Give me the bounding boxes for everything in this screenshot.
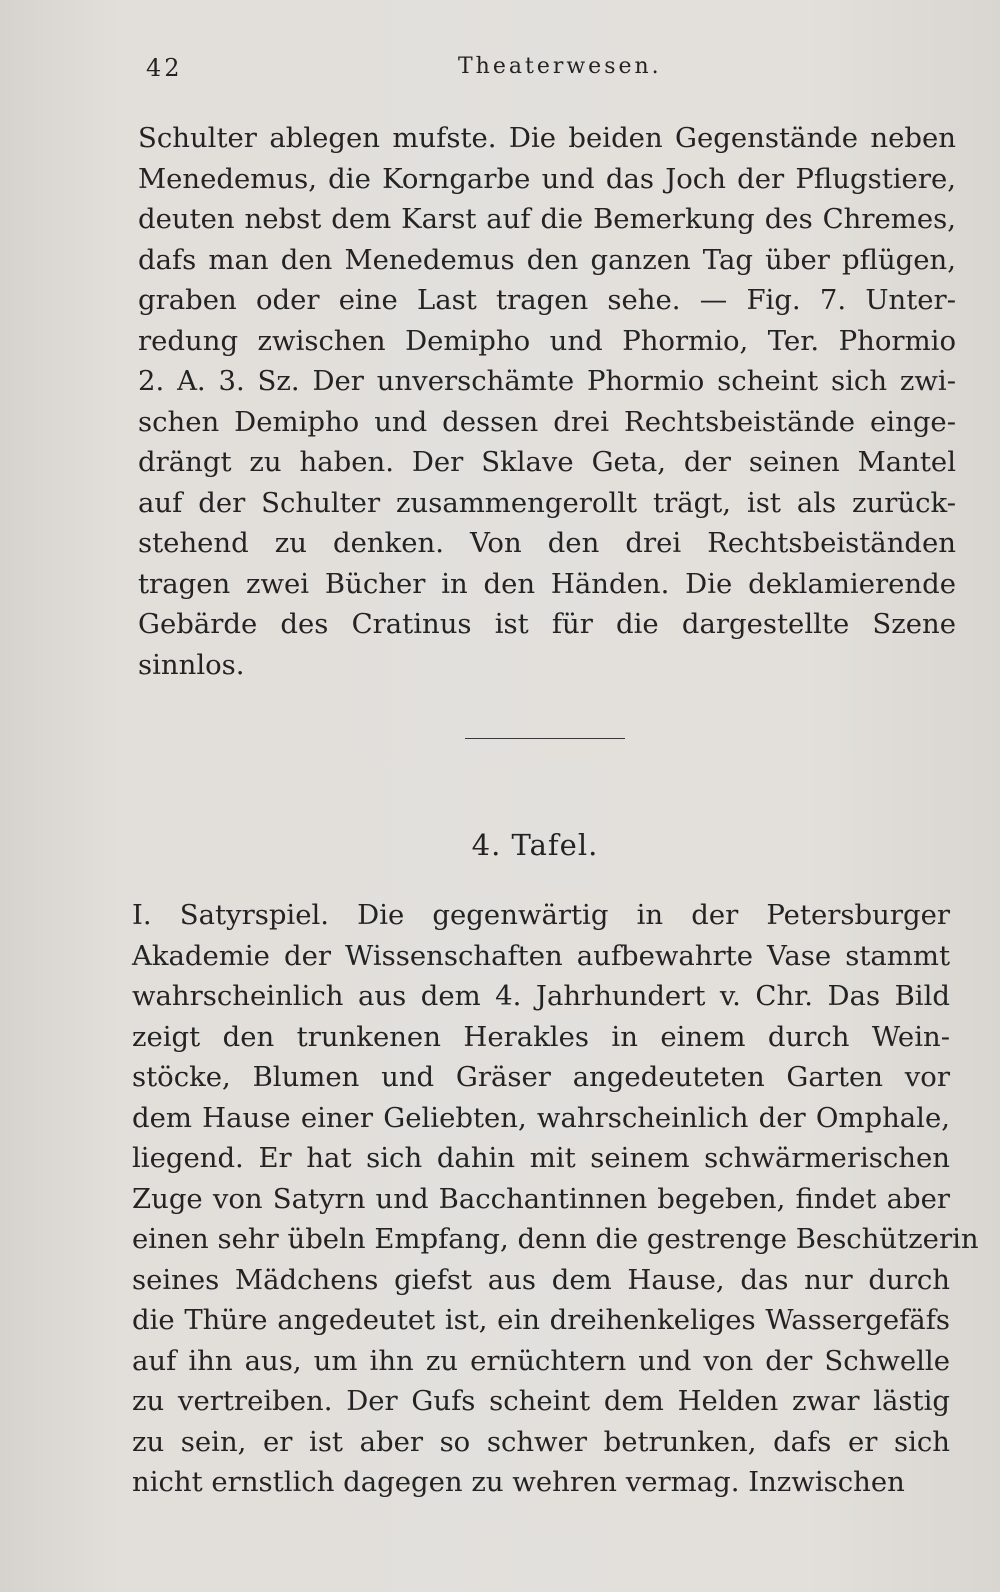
text-line: redung zwischen Demipho und Phormio, Ter. Phormio (138, 324, 956, 357)
section-divider (465, 738, 625, 739)
text-line: die Thüre angedeutet ist, ein dreihenkeliges Wassergefäfs (132, 1304, 950, 1336)
text-line: Gebärde des Cratinus ist für die dargestellte Szene (138, 608, 956, 640)
paragraph-section-one (138, 118, 956, 685)
section-heading: 4. Tafel. (471, 828, 599, 862)
text-line: nicht ernstlich dagegen zu wehren vermag. Inzwischen (132, 1466, 905, 1498)
text-line: liegend. Er hat sich dahin mit seinem schwärmerischen (132, 1142, 950, 1174)
paragraph-section-two (132, 895, 979, 1503)
text-line: tragen zwei Bücher in den Händen. Die deklamierende (138, 567, 956, 600)
text-line: seines Mädchens giefst aus dem Hause, das nur durch (132, 1263, 950, 1296)
text-line: stehend zu denken. Von den drei Rechtsbeiständen (138, 527, 956, 559)
text-line: schen Demipho und dessen drei Rechtsbeistände einge- (138, 405, 956, 438)
text-line: Schulter ablegen mufste. Die beiden Gegenstände neben (138, 122, 956, 154)
text-line: 2. A. 3. Sz. Der unverschämte Phormio scheint sich zwi- (138, 365, 956, 397)
text-line: Zuge von Satyrn und Bacchantinnen begeben, findet aber (132, 1182, 950, 1215)
text-line: drängt zu haben. Der Sklave Geta, der seinen Mantel (138, 446, 956, 478)
text-line: auf ihn aus, um ihn zu ernüchtern und von der Schwelle (132, 1344, 950, 1377)
text-line: zu vertreiben. Der Gufs scheint dem Helden zwar lästig (132, 1385, 950, 1417)
text-line: dafs man den Menedemus den ganzen Tag über pflügen, (138, 243, 956, 276)
text-line: dem Hause einer Geliebten, wahrscheinlich der Omphale, (132, 1101, 950, 1134)
text-line: graben oder eine Last tragen sehe. — Fig. 7. Unter- (138, 284, 956, 316)
page-number: 42 (146, 54, 183, 82)
running-title: Theaterwesen. (458, 54, 662, 79)
text-line: Menedemus, die Korngarbe und das Joch der Pflugstiere, (138, 162, 956, 195)
text-line: auf der Schulter zusammengerollt trägt, ist als zurück- (138, 486, 956, 519)
text-line: wahrscheinlich aus dem 4. Jahrhundert v. Chr. Das Bild (132, 980, 950, 1012)
text-line: zu sein, er ist aber so schwer betrunken, dafs er sich (132, 1425, 950, 1458)
text-line: I. Satyrspiel. Die gegenwärtig in der Petersburger (132, 899, 950, 931)
text-line: Akademie der Wissenschaften aufbewahrte Vase stammt (132, 939, 950, 972)
text-line: deuten nebst dem Karst auf die Bemerkung des Chremes, (138, 203, 956, 235)
page-header (146, 54, 662, 90)
text-line: stöcke, Blumen und Gräser angedeuteten Garten vor (132, 1061, 950, 1093)
text-line: sinnlos. (138, 648, 245, 681)
text-line: zeigt den trunkenen Herakles in einem durch Wein- (132, 1020, 950, 1053)
text-line: einen sehr übeln Empfang, denn die gestrenge Beschützerin (132, 1223, 979, 1255)
